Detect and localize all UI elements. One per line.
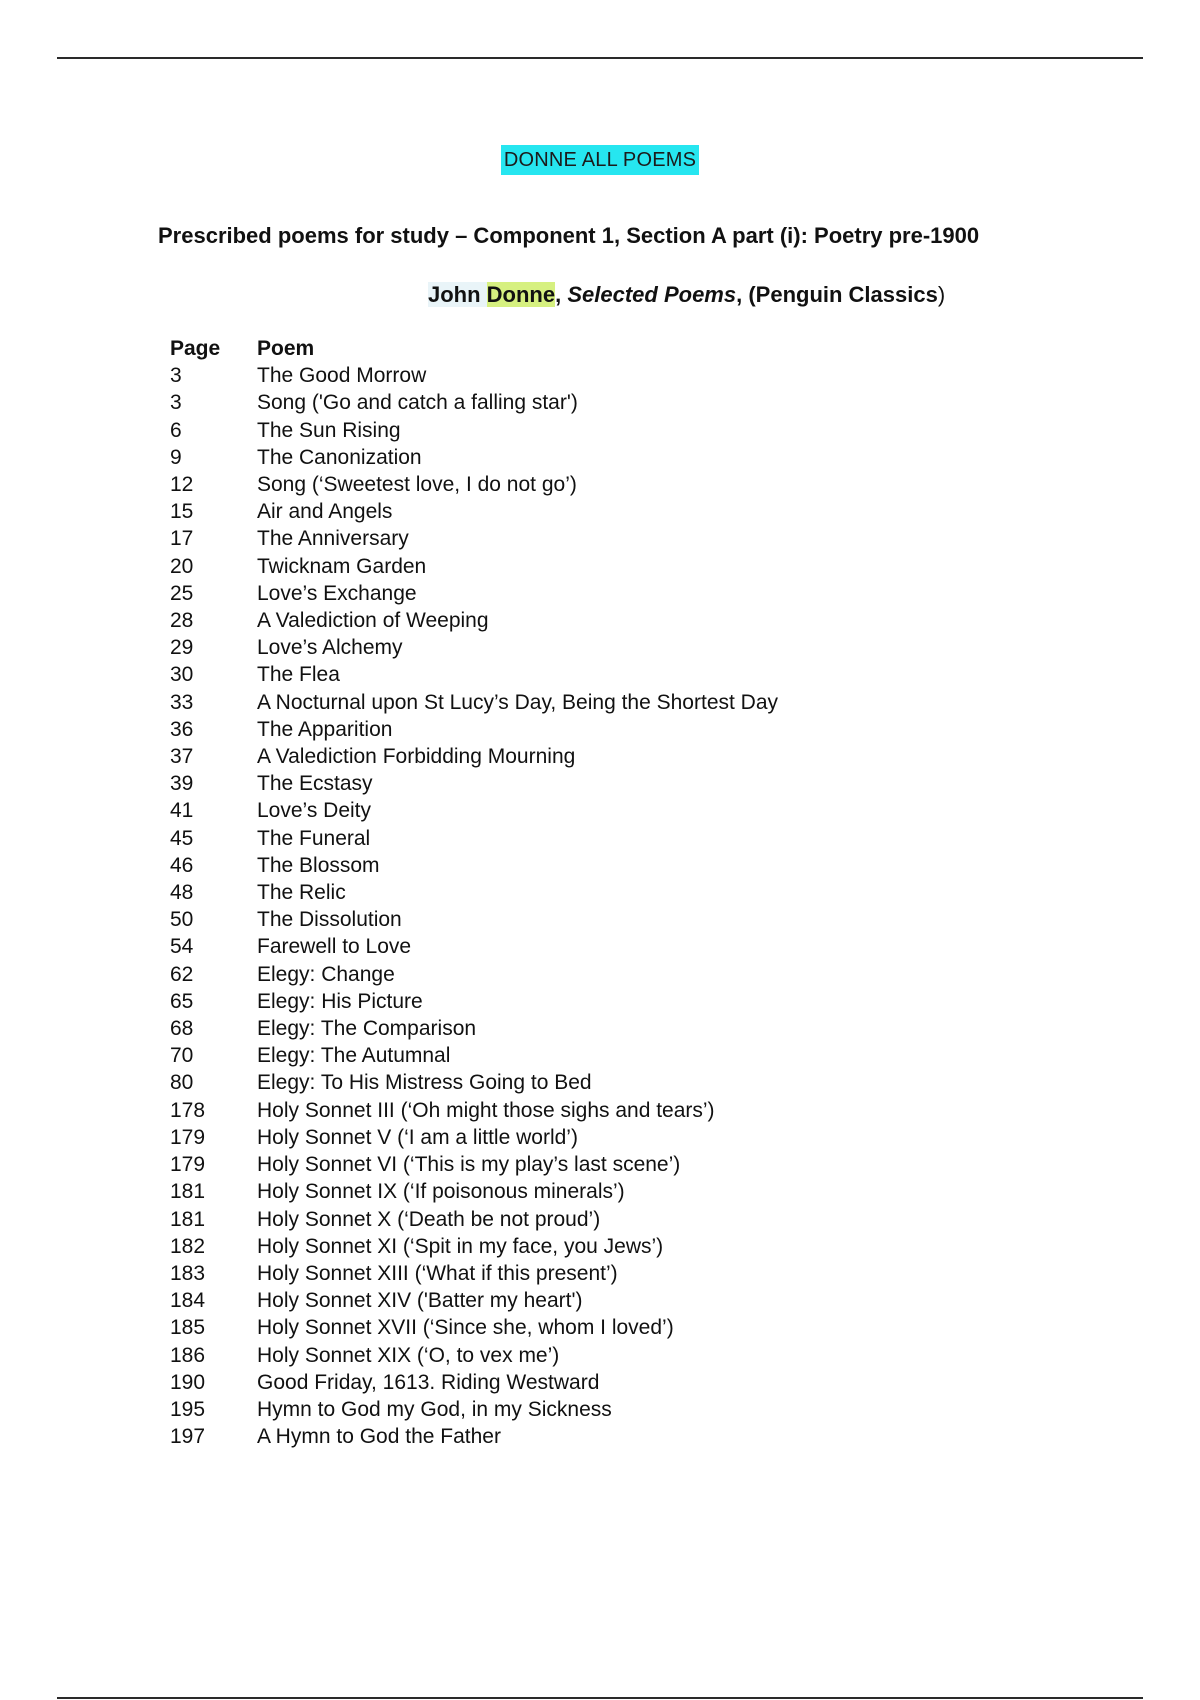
page-number: 190 [170, 1370, 206, 1394]
poem-title: Love’s Exchange [257, 581, 417, 605]
table-row [170, 389, 778, 416]
page-number: 182 [170, 1234, 206, 1258]
author-first-name: John [428, 282, 487, 307]
table-row [170, 852, 778, 879]
page-number: 28 [170, 609, 194, 633]
page-number: 195 [170, 1397, 206, 1421]
table-row [170, 879, 778, 906]
poem-title: Twicknam Garden [257, 554, 427, 578]
table-row [170, 1069, 778, 1096]
table-row [170, 471, 778, 498]
poem-title: Air and Angels [257, 500, 393, 524]
poem-title: Holy Sonnet XIX (‘O, to vex me’) [257, 1343, 560, 1367]
page-number: 9 [170, 445, 182, 469]
textbook-reference [428, 280, 945, 310]
poem-column-header: Poem [257, 337, 315, 360]
poem-title: Love’s Deity [257, 799, 372, 823]
poem-rows [170, 362, 778, 1450]
document-title [0, 145, 1200, 176]
poem-title: Holy Sonnet XI (‘Spit in my face, you Jews’) [257, 1234, 664, 1258]
publisher-close: ) [937, 282, 946, 307]
poem-title: Holy Sonnet XIV ('Batter my heart') [257, 1289, 583, 1313]
table-row [170, 1206, 778, 1233]
bottom-divider [57, 1697, 1143, 1699]
page-number: 37 [170, 745, 194, 769]
page-number: 50 [170, 908, 194, 932]
page-number: 25 [170, 581, 194, 605]
table-row [170, 634, 778, 661]
poem-title: The Anniversary [257, 527, 409, 551]
page-number: 186 [170, 1343, 206, 1367]
table-row [170, 417, 778, 444]
table-row [170, 553, 778, 580]
page-number: 185 [170, 1316, 206, 1340]
poem-title: Farewell to Love [257, 935, 412, 959]
poem-title: Holy Sonnet V (‘I am a little world’) [257, 1125, 578, 1149]
book-title: Selected Poems [567, 282, 737, 307]
top-divider [57, 57, 1143, 59]
table-row [170, 689, 778, 716]
table-row [170, 906, 778, 933]
page-number: 41 [170, 799, 194, 823]
table-row [170, 770, 778, 797]
page-number: 181 [170, 1207, 206, 1231]
poem-title: The Good Morrow [257, 364, 427, 388]
poem-title: Holy Sonnet XVII (‘Since she, whom I loved’) [257, 1316, 674, 1340]
page-number: 36 [170, 717, 194, 741]
poem-title: The Flea [257, 663, 340, 687]
page-number: 178 [170, 1098, 206, 1122]
table-row [170, 1396, 778, 1423]
table-row [170, 716, 778, 743]
table-row [170, 797, 778, 824]
page-number: 46 [170, 853, 194, 877]
page-number: 65 [170, 989, 194, 1013]
poem-title: Hymn to God my God, in my Sickness [257, 1397, 612, 1421]
page-number: 33 [170, 690, 194, 714]
page-number: 20 [170, 554, 194, 578]
table-row [170, 825, 778, 852]
table-row [170, 1015, 778, 1042]
page-number: 3 [170, 391, 182, 415]
poem-title: The Apparition [257, 717, 393, 741]
table-row [170, 444, 778, 471]
page-number: 184 [170, 1289, 206, 1313]
page-number: 3 [170, 364, 182, 388]
table-row [170, 743, 778, 770]
table-row [170, 525, 778, 552]
poem-title: Elegy: His Picture [257, 989, 423, 1013]
table-row [170, 961, 778, 988]
poem-title: Holy Sonnet IX (‘If poisonous minerals’) [257, 1180, 625, 1204]
poem-title: Good Friday, 1613. Riding Westward [257, 1370, 600, 1394]
poem-title: Elegy: To His Mistress Going to Bed [257, 1071, 592, 1095]
table-row [170, 580, 778, 607]
table-row [170, 607, 778, 634]
poem-title: Elegy: Change [257, 962, 395, 986]
subtitle: Prescribed poems for study – Component 1, Section A part (i): Poetry pre-1900 [158, 223, 980, 248]
page-number: 80 [170, 1071, 194, 1095]
poem-title: The Blossom [257, 853, 380, 877]
page-number: 68 [170, 1017, 194, 1041]
poem-title: Love’s Alchemy [257, 636, 403, 660]
poem-table [170, 335, 778, 1450]
table-row [170, 661, 778, 688]
poem-title: Holy Sonnet VI (‘This is my play’s last scene’) [257, 1153, 681, 1177]
page-number: 30 [170, 663, 194, 687]
poem-title: A Valediction Forbidding Mourning [257, 745, 576, 769]
page-number: 54 [170, 935, 194, 959]
poem-title: Holy Sonnet III (‘Oh might those sighs and tears’) [257, 1098, 715, 1122]
table-row [170, 498, 778, 525]
poem-title: A Nocturnal upon St Lucy’s Day, Being the Shortest Day [257, 690, 779, 714]
page-number: 179 [170, 1153, 206, 1177]
page-number: 29 [170, 636, 194, 660]
table-row [170, 933, 778, 960]
page-number: 12 [170, 473, 194, 497]
author-last-name: Donne [486, 282, 556, 307]
page-number: 181 [170, 1180, 206, 1204]
table-row [170, 1369, 778, 1396]
poem-title: Song ('Go and catch a falling star') [257, 391, 578, 415]
poem-title: The Dissolution [257, 908, 402, 932]
table-row [170, 362, 778, 389]
poem-title: The Sun Rising [257, 418, 401, 442]
page-number: 179 [170, 1125, 206, 1149]
poem-title: A Valediction of Weeping [257, 609, 489, 633]
document-title-text: DONNE ALL POEMS [501, 145, 699, 175]
poem-title: The Relic [257, 881, 346, 905]
table-row [170, 988, 778, 1015]
table-row [170, 1178, 778, 1205]
page-number: 183 [170, 1261, 206, 1285]
poem-title: Holy Sonnet XIII (‘What if this present’) [257, 1261, 618, 1285]
page-number: 48 [170, 881, 194, 905]
poem-title: The Canonization [257, 445, 422, 469]
poem-title: The Funeral [257, 826, 371, 850]
poem-title: Song (‘Sweetest love, I do not go’) [257, 473, 577, 497]
table-row [170, 1423, 778, 1450]
table-row [170, 1151, 778, 1178]
poem-title: Holy Sonnet X (‘Death be not proud’) [257, 1207, 601, 1231]
page-number: 62 [170, 962, 194, 986]
table-row [170, 1097, 778, 1124]
page-number: 197 [170, 1425, 206, 1449]
page-column-header: Page [170, 337, 221, 360]
poem-title: The Ecstasy [257, 772, 373, 796]
page-number: 17 [170, 527, 194, 551]
poem-title: Elegy: The Comparison [257, 1017, 477, 1041]
page-number: 6 [170, 418, 182, 442]
publisher: , (Penguin Classics [736, 282, 938, 307]
table-header-row [170, 335, 778, 362]
page-number: 39 [170, 772, 194, 796]
table-row [170, 1260, 778, 1287]
table-row [170, 1233, 778, 1260]
table-row [170, 1124, 778, 1151]
poem-title: A Hymn to God the Father [257, 1425, 501, 1449]
table-row [170, 1287, 778, 1314]
page-number: 45 [170, 826, 194, 850]
page-number: 70 [170, 1044, 194, 1068]
table-row [170, 1314, 778, 1341]
poem-title: Elegy: The Autumnal [257, 1044, 451, 1068]
textbook-separator: , [555, 282, 568, 307]
page-number: 15 [170, 500, 194, 524]
table-row [170, 1042, 778, 1069]
table-row [170, 1342, 778, 1369]
